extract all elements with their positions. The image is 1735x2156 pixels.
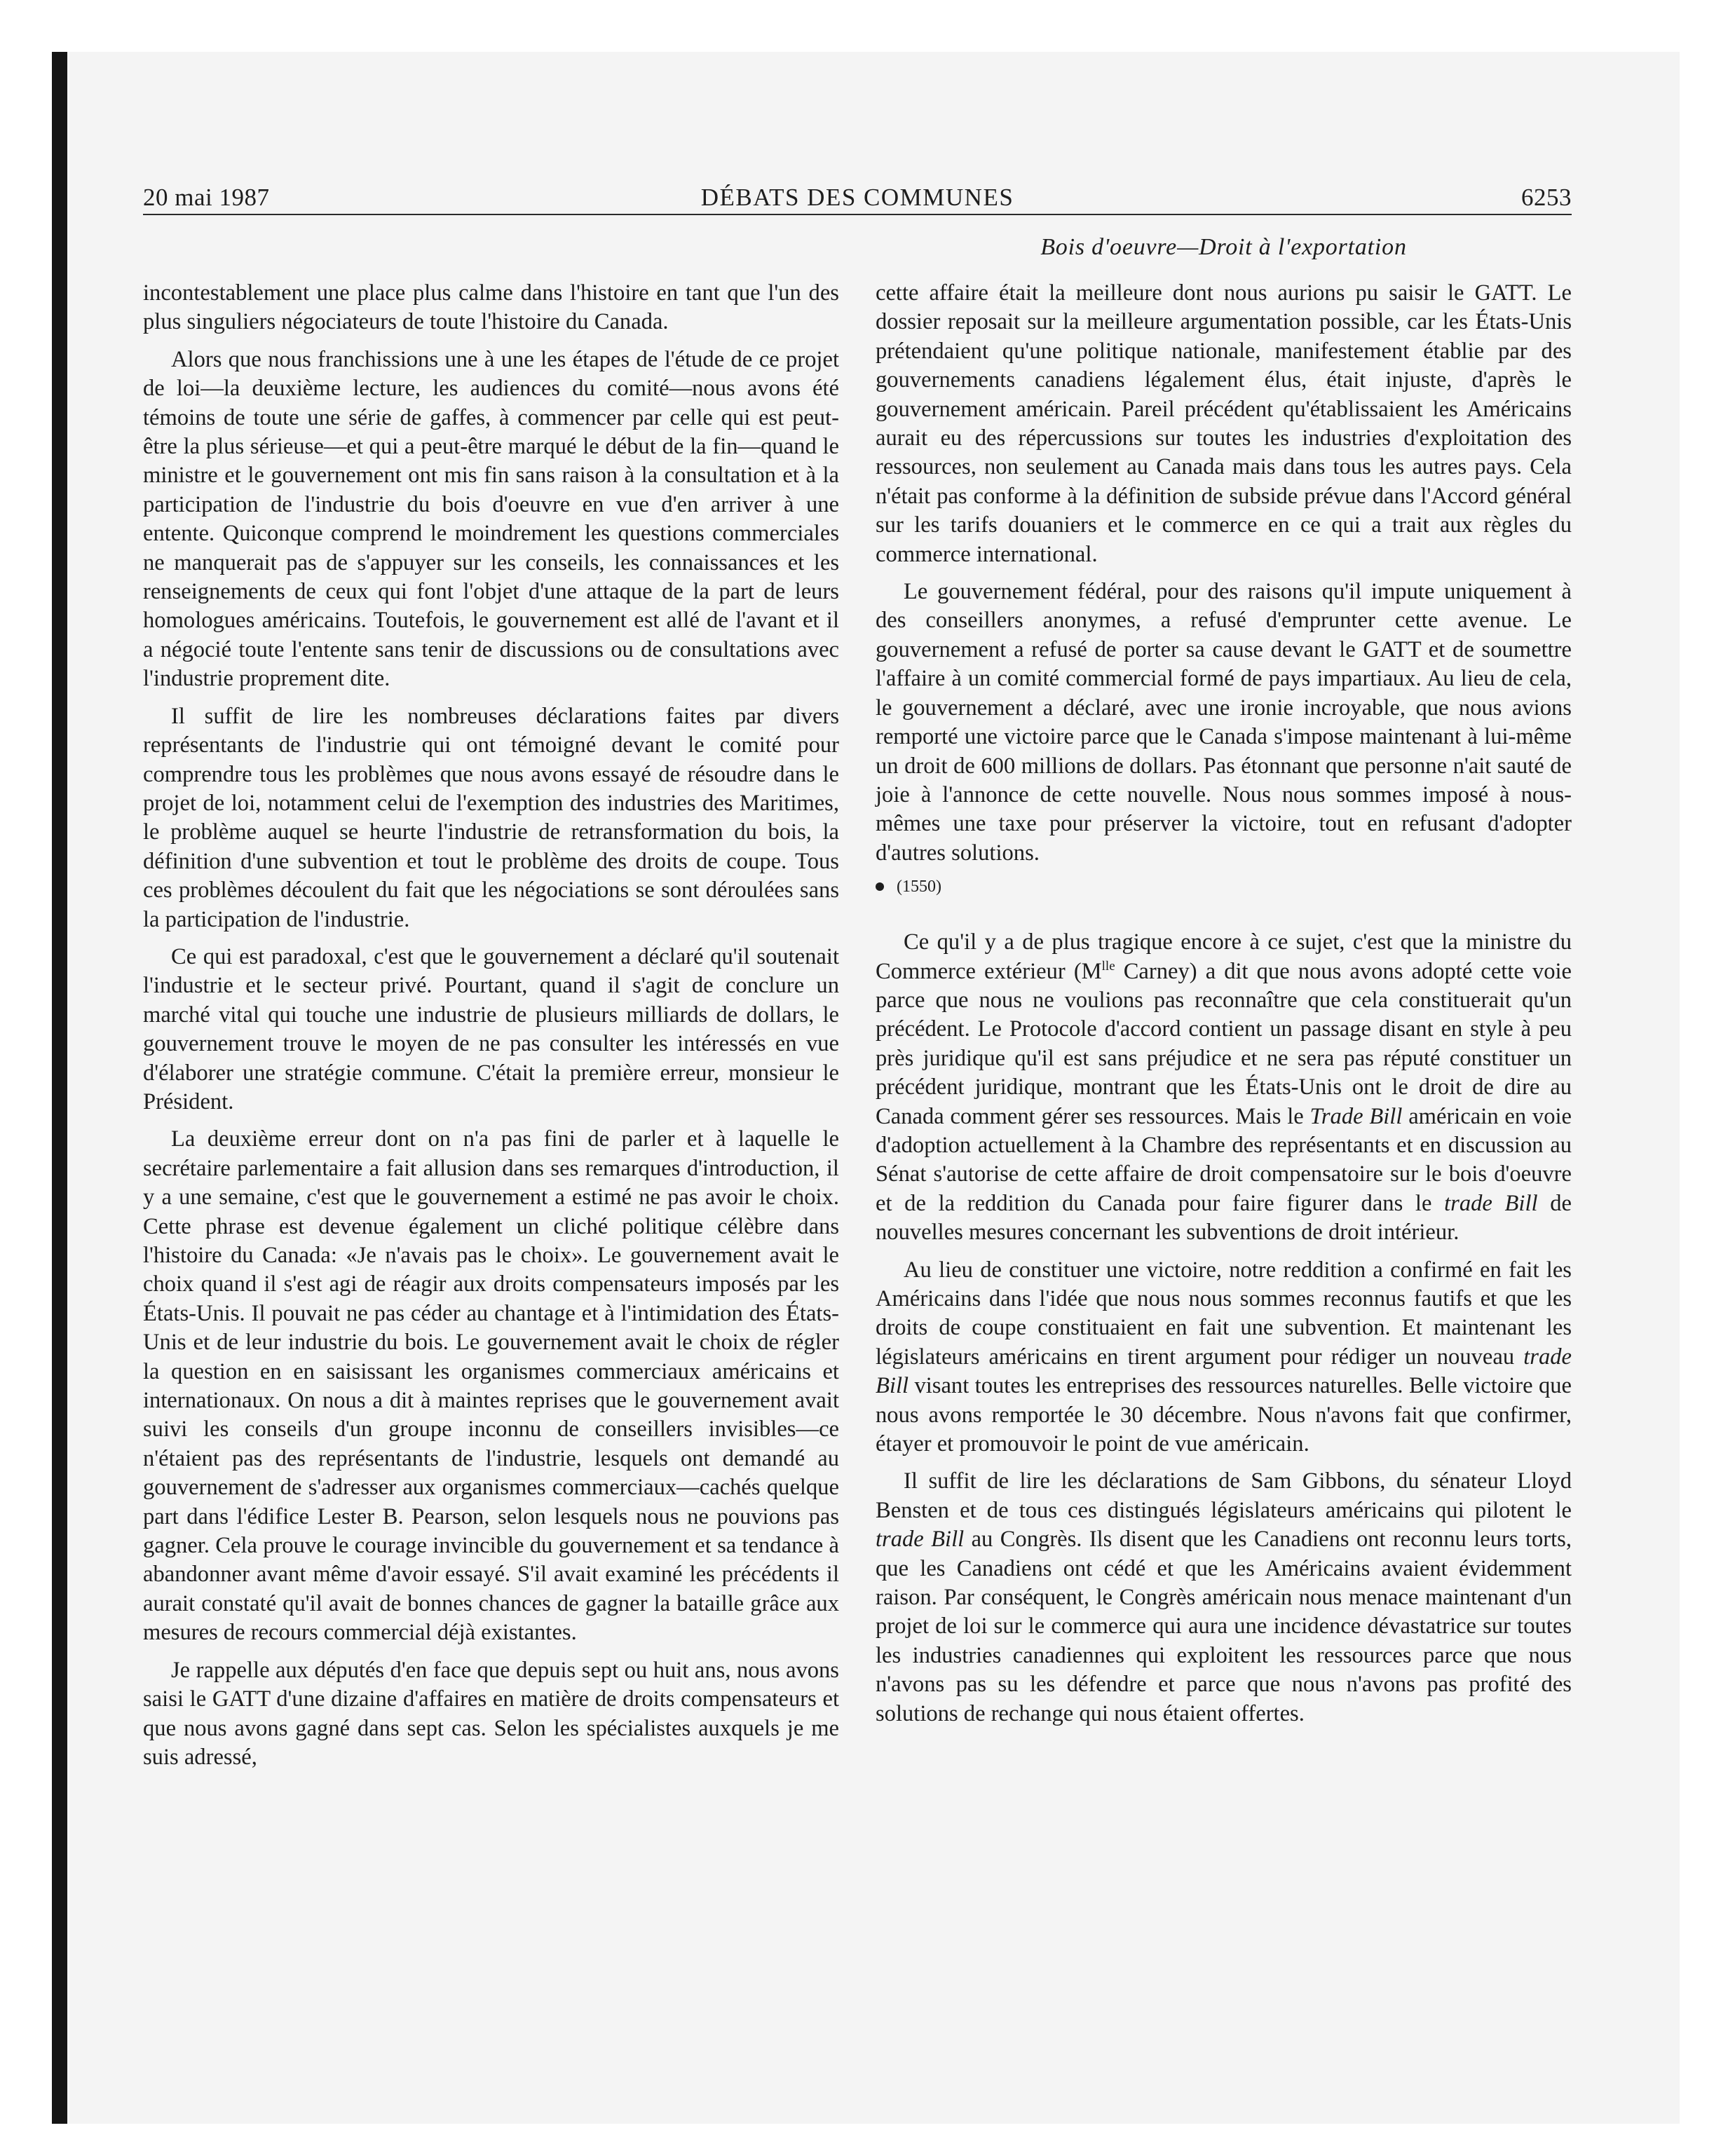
paragraph: Alors que nous franchissions une à une les étapes de l'étude de ce projet de loi—la deuxième lecture, les audiences du comité—nous avons été témoins de toute une série de gaffes, à commencer par celle qui est peut-être la plus sérieuse—et qui a peut-être marqué le début de la fin—quand le ministre et le gouvernement ont mis fin sans raison à la consultation et à la participation de l'industrie du bois d'oeuvre en vue d'en arriver à une entente. Quiconque comprend le moindrement les questions commerciales ne manquerait pas de s'appuyer sur les conseils, les connaissances et les renseignements de ceux qui font l'objet d'une attaque de la part de leurs homologues américains. Toutefois, le gouvernement est allé de l'avant et il a négocié toute l'entente sans tenir de discussions ou de consultations avec l'industrie proprement dite. (143, 346, 839, 692)
paragraph (876, 928, 1572, 1247)
text-run: de nouvelles mesures concernant les subventions de droit intérieur. (876, 1190, 1572, 1246)
section-title: Bois d'oeuvre—Droit à l'exportation (1040, 234, 1407, 260)
paragraph: La deuxième erreur dont on n'a pas fini de parler et à laquelle le secrétaire parlementaire a fait allusion dans ses remarques d'introduction, il y a une semaine, c'est que le gouvernement a estimé ne pas avoir le choix. Cette phrase est devenue également un cliché politique célèbre dans l'histoire du Canada: «Je n'avais pas le choix». Le gouvernement avait le choix quand il s'est agi de réagir aux droits compensateurs imposés par les États-Unis. Il pouvait ne pas céder au chantage et à l'intimidation des États-Unis et de leur industrie du bois. Le gouvernement avait le choix de régler la question en en saisissant les organismes commerciaux américains et internationaux. On nous a dit à maintes reprises que le gouvernement avait suivi les conseils d'un groupe inconnu de conseillers invisibles—ce n'étaient pas des représentants de l'industrie, lesquels ont demandé au gouvernement de s'adresser aux organismes commerciaux—cachés quelque part dans l'édifice Lester B. Pearson, selon lesquels nous ne pouvions pas gagner. Cela prouve le courage invincible du gouvernement et sa tendance à abandonner avant même d'avoir essayé. S'il avait examiné les précédents il aurait constaté qu'il avait de bonnes chances de gagner la bataille grâce aux mesures de recours commercial déjà existantes. (143, 1126, 839, 1646)
time-marker-label: (1550) (897, 878, 941, 896)
bullet-dot-icon (876, 882, 884, 891)
text-run: au Congrès. Ils disent que les Canadiens ont reconnu leurs torts, que les Canadiens ont cédé et que les Américains avaient évidemment raison. Par conséquent, le Congrès américain nous menace maintenant d'un projet de loi sur le commerce qui aura une incidence dévastatrice sur toutes les industries canadiennes qui exploitent les ressources parce que nous n'avons pas su les défendre et parce que nous n'avons pas profité des solutions de rechange qui nous étaient offertes. (876, 1527, 1572, 1726)
italic-term: trade Bill (1444, 1190, 1538, 1216)
scan-edge-bar (52, 52, 67, 2124)
header-journal-title: DÉBATS DES COMMUNES (700, 184, 1014, 211)
paragraph: Ce qui est paradoxal, c'est que le gouvernement a déclaré qu'il soutenait l'industrie et le secteur privé. Pourtant, quand il s'agit de conclure un marché vital qui touche une industrie de plusieurs milliards de dollars, le gouvernement trouve le moyen de ne pas consulter les intéressés en vue d'élaborer une stratégie commune. C'était la première erreur, monsieur le Président. (143, 943, 839, 1114)
paragraph: Le gouvernement fédéral, pour des raisons qu'il impute uniquement à des conseillers anonymes, a refusé d'emprunter cette avenue. Le gouvernement a refusé de porter sa cause devant le GATT et de soumettre l'affaire à un comité commercial formé de pays impartiaux. Au lieu de cela, le gouvernement a déclaré, avec une ironie incroyable, que nous avions remporté une victoire parce que le Canada s'impose maintenant à lui-même un droit de 600 millions de dollars. Pas étonnant que personne n'ait sauté de joie à l'annonce de cette nouvelle. Nous nous sommes imposé à nous-mêmes une taxe pour préserver la victoire, tout en refusant d'adopter d'autres solutions. (876, 579, 1572, 866)
header-rule (143, 214, 1572, 215)
superscript: lle (1101, 958, 1115, 974)
italic-term: trade Bill (876, 1527, 965, 1553)
text-run: Au lieu de constituer une victoire, notre reddition a confirmé en fait les Américains dans l'idée que nous nous sommes reconnus fautifs et que les droits de coupe constituaient en fait une subvention. Et maintenant les législateurs américains en tirent argument pour rédiger un nouveau (876, 1257, 1572, 1370)
header-page-number: 6253 (1521, 184, 1572, 211)
paragraph (876, 1467, 1572, 1728)
text-run: Ce qu'il y a de plus tragique encore à ce sujet, c'est que la ministre du Commerce extérieur (M (876, 929, 1572, 984)
text-run: Il suffit de lire les déclarations de Sam Gibbons, du sénateur Lloyd Bensten et de tous ces distingués législateurs américains qui pilotent le (876, 1468, 1572, 1523)
paragraph: Il suffit de lire les nombreuses déclarations faites par divers représentants de l'industrie qui ont témoigné devant le comité pour comprendre tous les problèmes que nous avons essayé de résoudre dans le projet de loi, notamment celui de l'exemption des industries des Maritimes, le problème auquel se heurte l'industrie de retransformation du bois, la définition d'une subvention et tout le problème des droits de coupe. Tous ces problèmes découlent du fait que les négociations se sont déroulées sans la participation de l'industrie. (143, 703, 839, 932)
running-header (143, 179, 1572, 216)
text-run: Carney) a dit que nous avons adopté cette voie parce que nous ne voulions pas reconnaître que cela constituerait qu'un précédent. Le Protocole d'accord contient un passage disant en style à peu près juridique qu'il est sans préjudice et ne sera pas réputé constituer un précédent juridique, montrant que les États-Unis ont le droit de dire au Canada comment gérer ses ressources. Mais le (876, 958, 1572, 1129)
right-column (876, 279, 1572, 1728)
paragraph (876, 1256, 1572, 1459)
paragraph: Je rappelle aux députés d'en face que depuis sept ou huit ans, nous avons saisi le GATT d'une dizaine d'affaires en matière de droits compensateurs et que nous avons gagné dans sept cas. Selon les spécialistes auxquels je me suis adressé, (143, 1657, 839, 1770)
text-run: visant toutes les entreprises des ressources naturelles. Belle victoire que nous avons remportée le 30 décembre. Nous n'avons fait que confirmer, étayer et promouvoir le point de vue américain. (876, 1373, 1572, 1457)
header-date: 20 mai 1987 (143, 184, 270, 211)
italic-term: Trade Bill (1309, 1103, 1403, 1129)
text-run: américain en voie d'adoption actuellement à la Chambre des représentants et en discussion au Sénat s'autorise de cette affaire de droit compensatoire sur le bois d'oeuvre et de la reddition du Canada pour faire figurer dans le (876, 1103, 1572, 1216)
time-marker (876, 876, 1572, 897)
left-column (143, 279, 839, 1772)
paragraph: incontestablement une place plus calme dans l'histoire en tant que l'un des plus singuliers négociateurs de toute l'histoire du Canada. (143, 280, 839, 335)
paragraph: cette affaire était la meilleure dont nous aurions pu saisir le GATT. Le dossier reposait sur la meilleure argumentation possible, car les États-Unis prétendaient qu'une politique nationale, manifestement établie par des gouvernements canadiens légalement élus, était injuste, d'après le gouvernement américain. Pareil précédent qu'établissaient les Américains aurait eu des répercussions sur toutes les industries d'exploitation des ressources, non seulement au Canada mais dans tous les autres pays. Cela n'était pas conforme à la définition de subside prévue dans l'Accord général sur les tarifs douaniers et le commerce en ce qui a trait aux règles du commerce international. (876, 280, 1572, 567)
italic-term: trade Bill (876, 1344, 1572, 1399)
